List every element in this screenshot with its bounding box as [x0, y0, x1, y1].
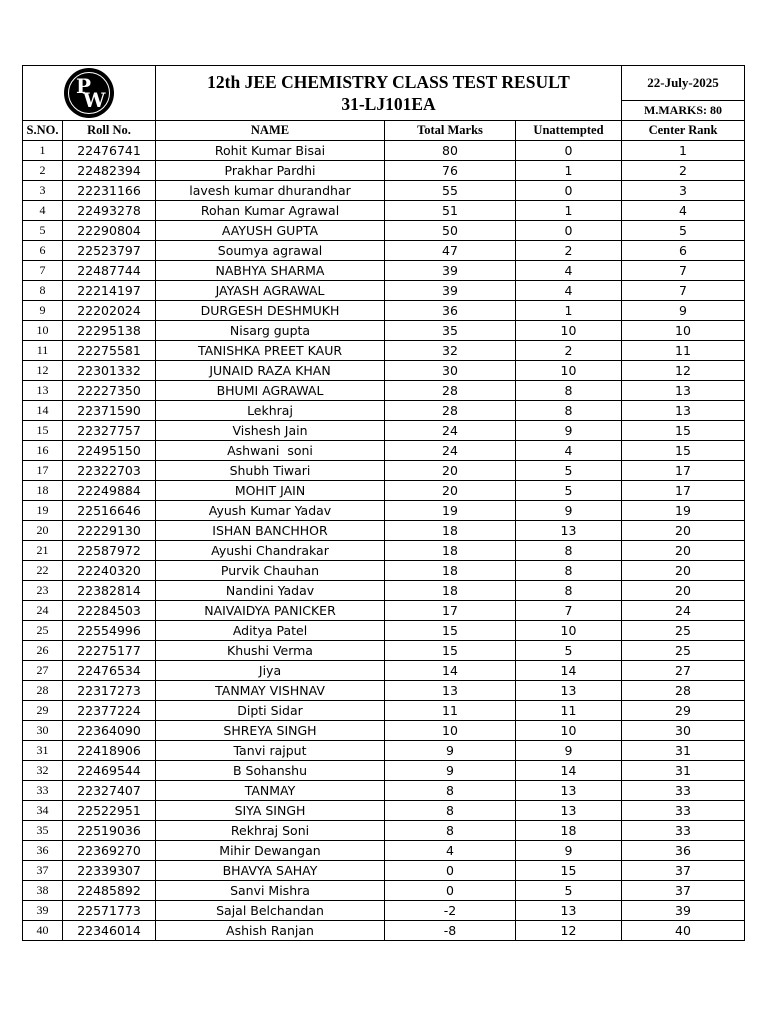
cell-unattempted: 0	[516, 221, 622, 241]
cell-roll-no: 22229130	[63, 521, 156, 541]
cell-name: TANISHKA PREET KAUR	[156, 341, 385, 361]
cell-roll-no: 22339307	[63, 861, 156, 881]
cell-total-marks: 18	[385, 541, 516, 561]
cell-unattempted: 13	[516, 901, 622, 921]
cell-center-rank: 30	[622, 721, 745, 741]
cell-roll-no: 22587972	[63, 541, 156, 561]
cell-sno: 17	[23, 461, 63, 481]
cell-sno: 9	[23, 301, 63, 321]
cell-roll-no: 22487744	[63, 261, 156, 281]
cell-roll-no: 22495150	[63, 441, 156, 461]
cell-sno: 21	[23, 541, 63, 561]
cell-name: Mihir Dewangan	[156, 841, 385, 861]
cell-center-rank: 29	[622, 701, 745, 721]
cell-center-rank: 6	[622, 241, 745, 261]
cell-roll-no: 22571773	[63, 901, 156, 921]
cell-name: NAIVAIDYA PANICKER	[156, 601, 385, 621]
table-row	[23, 661, 745, 681]
cell-roll-no: 22476534	[63, 661, 156, 681]
table-row	[23, 201, 745, 221]
table-row	[23, 881, 745, 901]
cell-total-marks: 11	[385, 701, 516, 721]
table-row	[23, 601, 745, 621]
cell-sno: 38	[23, 881, 63, 901]
cell-sno: 5	[23, 221, 63, 241]
cell-name: Nandini Yadav	[156, 581, 385, 601]
cell-unattempted: 13	[516, 521, 622, 541]
cell-roll-no: 22364090	[63, 721, 156, 741]
table-row	[23, 341, 745, 361]
table-row	[23, 361, 745, 381]
table-row	[23, 701, 745, 721]
cell-total-marks: 35	[385, 321, 516, 341]
cell-unattempted: 13	[516, 681, 622, 701]
cell-name: JAYASH AGRAWAL	[156, 281, 385, 301]
cell-sno: 14	[23, 401, 63, 421]
cell-roll-no: 22522951	[63, 801, 156, 821]
cell-center-rank: 9	[622, 301, 745, 321]
cell-roll-no: 22493278	[63, 201, 156, 221]
table-row	[23, 181, 745, 201]
cell-name: Vishesh Jain	[156, 421, 385, 441]
cell-center-rank: 3	[622, 181, 745, 201]
cell-center-rank: 31	[622, 741, 745, 761]
cell-total-marks: 9	[385, 741, 516, 761]
cell-sno: 40	[23, 921, 63, 941]
cell-unattempted: 15	[516, 861, 622, 881]
cell-unattempted: 13	[516, 801, 622, 821]
table-row	[23, 321, 745, 341]
table-row	[23, 281, 745, 301]
cell-sno: 6	[23, 241, 63, 261]
cell-sno: 1	[23, 141, 63, 161]
cell-name: BHUMI AGRAWAL	[156, 381, 385, 401]
cell-total-marks: 18	[385, 561, 516, 581]
cell-roll-no: 22322703	[63, 461, 156, 481]
cell-roll-no: 22382814	[63, 581, 156, 601]
cell-unattempted: 10	[516, 361, 622, 381]
cell-roll-no: 22327757	[63, 421, 156, 441]
cell-name: ISHAN BANCHHOR	[156, 521, 385, 541]
cell-sno: 25	[23, 621, 63, 641]
table-row	[23, 641, 745, 661]
cell-center-rank: 20	[622, 581, 745, 601]
cell-total-marks: 15	[385, 621, 516, 641]
cell-unattempted: 0	[516, 141, 622, 161]
cell-sno: 3	[23, 181, 63, 201]
cell-sno: 7	[23, 261, 63, 281]
cell-sno: 37	[23, 861, 63, 881]
cell-unattempted: 8	[516, 581, 622, 601]
cell-sno: 35	[23, 821, 63, 841]
cell-center-rank: 20	[622, 541, 745, 561]
cell-total-marks: 50	[385, 221, 516, 241]
table-row	[23, 781, 745, 801]
cell-name: Aditya Patel	[156, 621, 385, 641]
cell-name: Nisarg gupta	[156, 321, 385, 341]
pw-logo-icon: P W	[64, 68, 114, 118]
cell-unattempted: 9	[516, 841, 622, 861]
cell-sno: 2	[23, 161, 63, 181]
cell-roll-no: 22523797	[63, 241, 156, 261]
cell-center-rank: 25	[622, 621, 745, 641]
table-row	[23, 161, 745, 181]
cell-sno: 16	[23, 441, 63, 461]
cell-unattempted: 9	[516, 501, 622, 521]
cell-total-marks: 8	[385, 781, 516, 801]
cell-total-marks: 24	[385, 441, 516, 461]
cell-roll-no: 22275177	[63, 641, 156, 661]
cell-roll-no: 22290804	[63, 221, 156, 241]
cell-total-marks: 28	[385, 381, 516, 401]
table-row	[23, 741, 745, 761]
cell-name: Rohit Kumar Bisai	[156, 141, 385, 161]
cell-sno: 10	[23, 321, 63, 341]
table-row	[23, 221, 745, 241]
cell-total-marks: -2	[385, 901, 516, 921]
cell-roll-no: 22516646	[63, 501, 156, 521]
cell-total-marks: 18	[385, 521, 516, 541]
cell-unattempted: 13	[516, 781, 622, 801]
col-header-roll-no: Roll No.	[63, 121, 156, 141]
cell-roll-no: 22482394	[63, 161, 156, 181]
cell-unattempted: 4	[516, 441, 622, 461]
cell-sno: 4	[23, 201, 63, 221]
cell-name: B Sohanshu	[156, 761, 385, 781]
cell-name: Tanvi rajput	[156, 741, 385, 761]
table-row	[23, 621, 745, 641]
cell-roll-no: 22202024	[63, 301, 156, 321]
cell-sno: 26	[23, 641, 63, 661]
cell-unattempted: 4	[516, 261, 622, 281]
cell-total-marks: 47	[385, 241, 516, 261]
table-row	[23, 481, 745, 501]
cell-name: SHREYA SINGH	[156, 721, 385, 741]
cell-roll-no: 22227350	[63, 381, 156, 401]
cell-total-marks: 19	[385, 501, 516, 521]
cell-sno: 19	[23, 501, 63, 521]
column-header-row	[23, 121, 745, 141]
cell-total-marks: 4	[385, 841, 516, 861]
cell-total-marks: 24	[385, 421, 516, 441]
cell-sno: 30	[23, 721, 63, 741]
cell-center-rank: 7	[622, 281, 745, 301]
cell-sno: 23	[23, 581, 63, 601]
cell-center-rank: 17	[622, 461, 745, 481]
cell-unattempted: 1	[516, 301, 622, 321]
cell-name: Sanvi Mishra	[156, 881, 385, 901]
cell-unattempted: 2	[516, 241, 622, 261]
cell-center-rank: 11	[622, 341, 745, 361]
cell-center-rank: 39	[622, 901, 745, 921]
cell-name: Rohan Kumar Agrawal	[156, 201, 385, 221]
cell-total-marks: 0	[385, 881, 516, 901]
table-row	[23, 441, 745, 461]
cell-name: BHAVYA SAHAY	[156, 861, 385, 881]
cell-center-rank: 4	[622, 201, 745, 221]
cell-center-rank: 15	[622, 441, 745, 461]
cell-sno: 31	[23, 741, 63, 761]
col-header-sno: S.NO.	[23, 121, 63, 141]
cell-unattempted: 9	[516, 421, 622, 441]
logo-cell	[23, 66, 156, 121]
cell-total-marks: 76	[385, 161, 516, 181]
cell-roll-no: 22418906	[63, 741, 156, 761]
cell-total-marks: 30	[385, 361, 516, 381]
cell-total-marks: 8	[385, 821, 516, 841]
cell-roll-no: 22301332	[63, 361, 156, 381]
result-rows	[23, 141, 745, 941]
cell-name: TANMAY VISHNAV	[156, 681, 385, 701]
cell-unattempted: 1	[516, 161, 622, 181]
cell-roll-no: 22554996	[63, 621, 156, 641]
cell-total-marks: 51	[385, 201, 516, 221]
cell-sno: 20	[23, 521, 63, 541]
cell-center-rank: 20	[622, 521, 745, 541]
cell-center-rank: 36	[622, 841, 745, 861]
cell-total-marks: 9	[385, 761, 516, 781]
table-row	[23, 821, 745, 841]
cell-total-marks: 13	[385, 681, 516, 701]
table-row	[23, 901, 745, 921]
cell-sno: 28	[23, 681, 63, 701]
result-table	[22, 65, 745, 941]
cell-roll-no: 22231166	[63, 181, 156, 201]
cell-name: DURGESH DESHMUKH	[156, 301, 385, 321]
cell-unattempted: 7	[516, 601, 622, 621]
cell-roll-no: 22346014	[63, 921, 156, 941]
cell-center-rank: 31	[622, 761, 745, 781]
cell-unattempted: 4	[516, 281, 622, 301]
cell-unattempted: 11	[516, 701, 622, 721]
cell-total-marks: 55	[385, 181, 516, 201]
table-row	[23, 521, 745, 541]
cell-name: Dipti Sidar	[156, 701, 385, 721]
col-header-name: NAME	[156, 121, 385, 141]
cell-name: Sajal Belchandan	[156, 901, 385, 921]
cell-sno: 8	[23, 281, 63, 301]
cell-unattempted: 2	[516, 341, 622, 361]
cell-roll-no: 22249884	[63, 481, 156, 501]
cell-center-rank: 2	[622, 161, 745, 181]
page-title	[156, 66, 622, 121]
cell-center-rank: 33	[622, 801, 745, 821]
table-row	[23, 841, 745, 861]
cell-unattempted: 5	[516, 481, 622, 501]
cell-unattempted: 8	[516, 381, 622, 401]
table-row	[23, 301, 745, 321]
cell-unattempted: 9	[516, 741, 622, 761]
cell-roll-no: 22371590	[63, 401, 156, 421]
cell-name: Soumya agrawal	[156, 241, 385, 261]
cell-center-rank: 20	[622, 561, 745, 581]
cell-sno: 32	[23, 761, 63, 781]
cell-name: MOHIT JAIN	[156, 481, 385, 501]
table-row	[23, 421, 745, 441]
cell-center-rank: 24	[622, 601, 745, 621]
cell-sno: 13	[23, 381, 63, 401]
cell-sno: 22	[23, 561, 63, 581]
cell-center-rank: 25	[622, 641, 745, 661]
cell-unattempted: 18	[516, 821, 622, 841]
col-header-total-marks: Total Marks	[385, 121, 516, 141]
cell-name: SIYA SINGH	[156, 801, 385, 821]
cell-name: TANMAY	[156, 781, 385, 801]
cell-unattempted: 1	[516, 201, 622, 221]
cell-center-rank: 17	[622, 481, 745, 501]
cell-center-rank: 37	[622, 881, 745, 901]
cell-total-marks: -8	[385, 921, 516, 941]
cell-total-marks: 17	[385, 601, 516, 621]
cell-roll-no: 22377224	[63, 701, 156, 721]
max-marks: M.MARKS: 80	[622, 100, 745, 120]
cell-roll-no: 22275581	[63, 341, 156, 361]
cell-total-marks: 20	[385, 461, 516, 481]
cell-name: Ayush Kumar Yadav	[156, 501, 385, 521]
cell-center-rank: 13	[622, 381, 745, 401]
cell-total-marks: 15	[385, 641, 516, 661]
table-row	[23, 581, 745, 601]
table-row	[23, 761, 745, 781]
cell-name: lavesh kumar dhurandhar	[156, 181, 385, 201]
cell-total-marks: 80	[385, 141, 516, 161]
cell-unattempted: 5	[516, 641, 622, 661]
table-row	[23, 461, 745, 481]
title-line-2: 31-LJ101EA	[341, 94, 436, 114]
cell-total-marks: 10	[385, 721, 516, 741]
table-row	[23, 501, 745, 521]
table-row	[23, 541, 745, 561]
cell-name: AAYUSH GUPTA	[156, 221, 385, 241]
cell-name: Ayushi Chandrakar	[156, 541, 385, 561]
cell-roll-no: 22327407	[63, 781, 156, 801]
cell-center-rank: 15	[622, 421, 745, 441]
cell-center-rank: 5	[622, 221, 745, 241]
cell-center-rank: 1	[622, 141, 745, 161]
cell-total-marks: 28	[385, 401, 516, 421]
cell-center-rank: 19	[622, 501, 745, 521]
cell-name: JUNAID RAZA KHAN	[156, 361, 385, 381]
col-header-unattempted: Unattempted	[516, 121, 622, 141]
cell-total-marks: 36	[385, 301, 516, 321]
col-header-center-rank: Center Rank	[622, 121, 745, 141]
cell-center-rank: 33	[622, 821, 745, 841]
table-row	[23, 921, 745, 941]
cell-center-rank: 7	[622, 261, 745, 281]
cell-unattempted: 0	[516, 181, 622, 201]
cell-total-marks: 32	[385, 341, 516, 361]
cell-sno: 24	[23, 601, 63, 621]
cell-center-rank: 28	[622, 681, 745, 701]
cell-name: NABHYA SHARMA	[156, 261, 385, 281]
cell-name: Ashish Ranjan	[156, 921, 385, 941]
cell-total-marks: 8	[385, 801, 516, 821]
cell-center-rank: 10	[622, 321, 745, 341]
cell-unattempted: 14	[516, 661, 622, 681]
table-row	[23, 861, 745, 881]
cell-name: Jiya	[156, 661, 385, 681]
cell-center-rank: 40	[622, 921, 745, 941]
cell-sno: 18	[23, 481, 63, 501]
table-row	[23, 401, 745, 421]
cell-name: Rekhraj Soni	[156, 821, 385, 841]
cell-center-rank: 13	[622, 401, 745, 421]
table-row	[23, 381, 745, 401]
table-row	[23, 721, 745, 741]
cell-roll-no: 22469544	[63, 761, 156, 781]
cell-unattempted: 8	[516, 401, 622, 421]
cell-center-rank: 27	[622, 661, 745, 681]
cell-sno: 36	[23, 841, 63, 861]
cell-name: Shubh Tiwari	[156, 461, 385, 481]
cell-roll-no: 22519036	[63, 821, 156, 841]
cell-sno: 33	[23, 781, 63, 801]
cell-sno: 12	[23, 361, 63, 381]
cell-roll-no: 22369270	[63, 841, 156, 861]
cell-roll-no: 22284503	[63, 601, 156, 621]
title-line-1: 12th JEE CHEMISTRY CLASS TEST RESULT	[207, 72, 570, 92]
cell-total-marks: 39	[385, 281, 516, 301]
cell-sno: 29	[23, 701, 63, 721]
table-row	[23, 801, 745, 821]
table-row	[23, 241, 745, 261]
cell-total-marks: 18	[385, 581, 516, 601]
cell-name: Prakhar Pardhi	[156, 161, 385, 181]
cell-total-marks: 14	[385, 661, 516, 681]
cell-total-marks: 20	[385, 481, 516, 501]
cell-name: Khushi Verma	[156, 641, 385, 661]
cell-roll-no: 22485892	[63, 881, 156, 901]
cell-sno: 34	[23, 801, 63, 821]
cell-sno: 39	[23, 901, 63, 921]
cell-name: Purvik Chauhan	[156, 561, 385, 581]
cell-center-rank: 37	[622, 861, 745, 881]
cell-roll-no: 22240320	[63, 561, 156, 581]
cell-roll-no: 22295138	[63, 321, 156, 341]
cell-roll-no: 22317273	[63, 681, 156, 701]
cell-sno: 11	[23, 341, 63, 361]
table-row	[23, 141, 745, 161]
cell-unattempted: 10	[516, 621, 622, 641]
cell-center-rank: 33	[622, 781, 745, 801]
cell-total-marks: 0	[385, 861, 516, 881]
cell-roll-no: 22214197	[63, 281, 156, 301]
cell-unattempted: 5	[516, 461, 622, 481]
cell-unattempted: 8	[516, 561, 622, 581]
cell-unattempted: 14	[516, 761, 622, 781]
cell-unattempted: 10	[516, 321, 622, 341]
table-row	[23, 561, 745, 581]
cell-sno: 27	[23, 661, 63, 681]
cell-total-marks: 39	[385, 261, 516, 281]
table-row	[23, 261, 745, 281]
cell-unattempted: 5	[516, 881, 622, 901]
cell-center-rank: 12	[622, 361, 745, 381]
cell-roll-no: 22476741	[63, 141, 156, 161]
cell-unattempted: 8	[516, 541, 622, 561]
test-date: 22-July-2025	[622, 66, 745, 101]
cell-sno: 15	[23, 421, 63, 441]
cell-unattempted: 12	[516, 921, 622, 941]
cell-name: Ashwani soni	[156, 441, 385, 461]
cell-name: Lekhraj	[156, 401, 385, 421]
cell-unattempted: 10	[516, 721, 622, 741]
table-row	[23, 681, 745, 701]
